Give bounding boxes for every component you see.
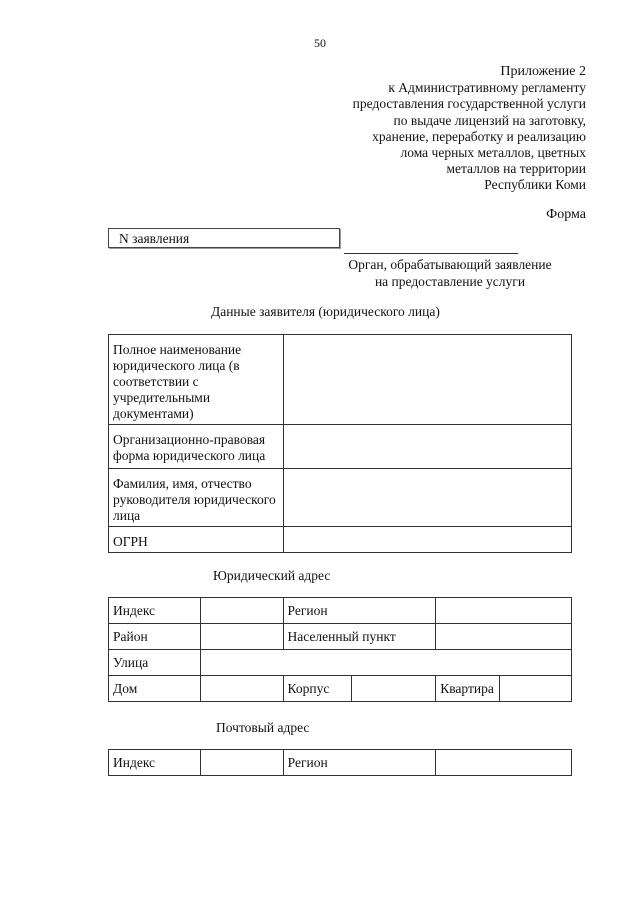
index-label: Индекс [109,750,201,776]
director-name-value-cell[interactable] [284,469,572,527]
building-label: Корпус [283,676,352,702]
ogrn-label: ОГРН [109,527,284,553]
director-name-label: Фамилия, имя, отчество руководителя юридического лица [109,469,284,527]
postal-address-title: Почтовый адрес [216,720,310,735]
district-value-cell[interactable] [200,624,283,650]
application-number-field[interactable] [108,228,340,248]
appendix-line: предоставления государственной услуги [352,96,586,112]
form-label: Форма [546,207,586,222]
table-row [109,527,572,553]
region-value-cell[interactable] [436,598,572,624]
table-row [109,598,572,624]
receiving-body-line2: на предоставление услуги [374,274,526,289]
legal-address-table [108,597,572,702]
legal-form-value-cell[interactable] [284,425,572,469]
district-label: Район [109,624,201,650]
settlement-value-cell[interactable] [436,624,572,650]
applicant-section-title: Данные заявителя (юридического лица) [211,304,440,319]
apartment-value-cell[interactable] [500,676,572,702]
street-value-cell[interactable] [200,650,571,676]
index-value-cell[interactable] [200,750,283,776]
appendix-line: к Административному регламенту [388,80,586,96]
settlement-label: Населенный пункт [283,624,436,650]
table-row [109,624,572,650]
street-label: Улица [109,650,201,676]
region-label: Регион [283,598,436,624]
applicant-data-table [108,334,572,553]
appendix-line: Приложение 2 [500,64,586,79]
ogrn-value-cell[interactable] [284,527,572,553]
house-label: Дом [109,676,201,702]
full-name-value-cell[interactable] [284,335,572,425]
appendix-header [353,64,586,194]
building-value-cell[interactable] [352,676,436,702]
table-row [109,750,572,776]
index-value-cell[interactable] [200,598,283,624]
table-row [109,425,572,469]
legal-form-label: Организационно-правовая форма юридического лица [109,425,284,469]
appendix-line: хранение, переработку и реализацию [372,128,586,144]
appendix-line: металлов на территории [446,161,586,177]
legal-address-title: Юридический адрес [213,568,331,583]
appendix-line: Республики Коми [484,177,586,193]
application-number-label: N заявления [119,231,190,246]
table-row [109,469,572,527]
region-label: Регион [283,750,436,776]
receiving-body-line1: Орган, обрабатывающий заявление [348,257,552,272]
appendix-line: по выдаче лицензий на заготовку, [393,112,586,128]
postal-address-table [108,749,572,776]
house-value-cell[interactable] [200,676,283,702]
page-number: 50 [314,36,326,50]
receiving-body-caption [300,256,600,290]
table-row [109,676,572,702]
index-label: Индекс [109,598,201,624]
full-name-label: Полное наименование юридического лица (в соответствии с учредительными документами) [109,335,284,425]
apartment-label: Квартира [436,676,500,702]
appendix-line: лома черных металлов, цветных [400,145,586,161]
table-row [109,335,572,425]
receiving-body-signature-line [344,253,518,254]
table-row [109,650,572,676]
region-value-cell[interactable] [436,750,572,776]
